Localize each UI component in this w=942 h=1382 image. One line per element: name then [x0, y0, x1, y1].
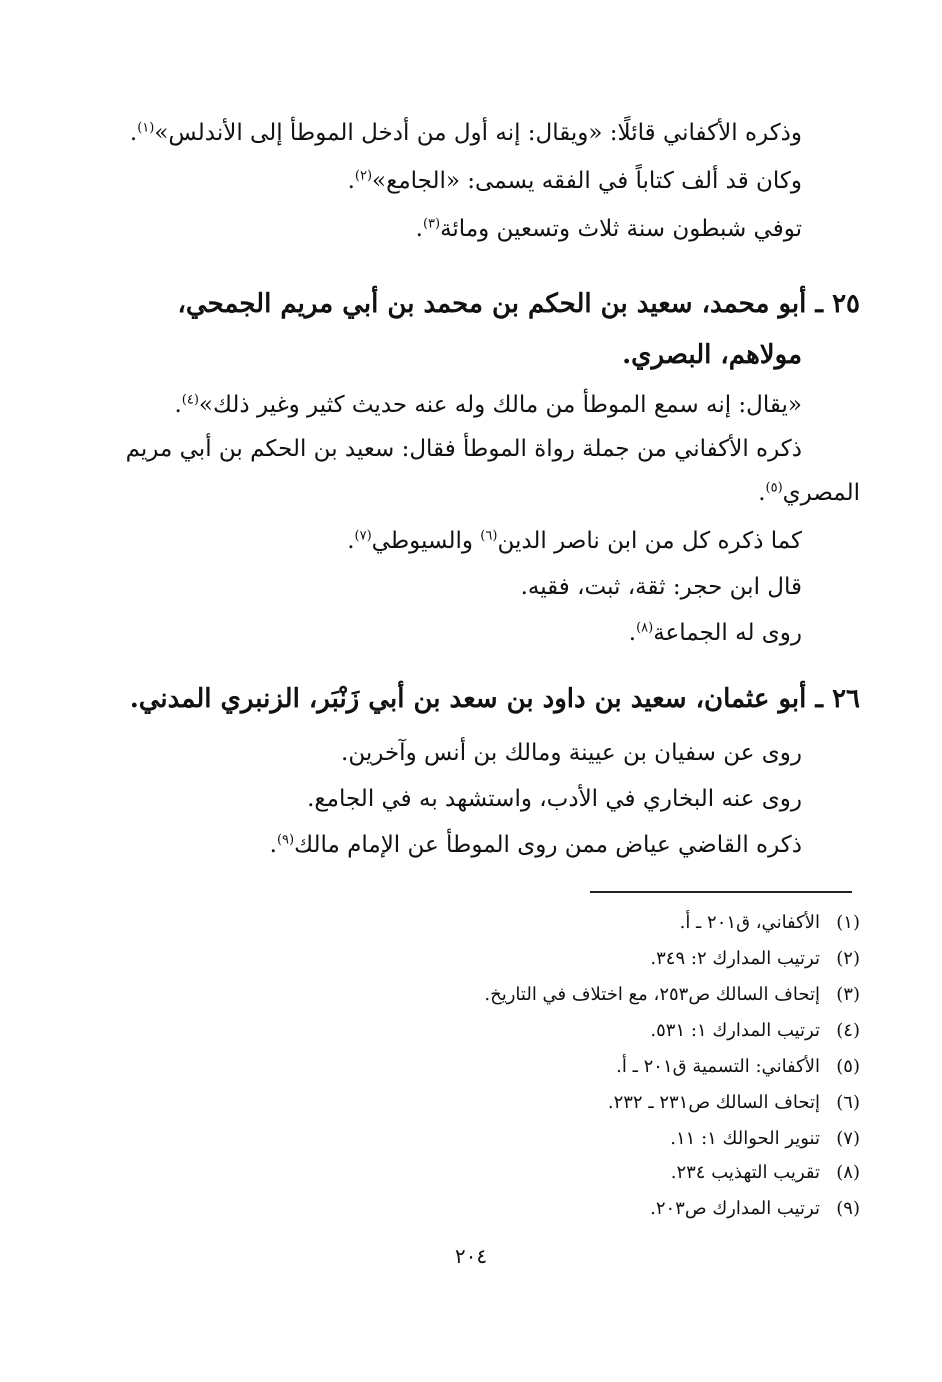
- footnote-number: (١): [836, 912, 860, 933]
- footnote-text: ترتيب المدارك ص٢٠٣.: [650, 1198, 820, 1219]
- page-number: ٢٠٤: [454, 1244, 488, 1268]
- body-line-9: روى له الجماعة$^{(٨)}$.: [628, 620, 802, 646]
- body-text: كما ذكره كل من ابن ناصر الدين: [497, 528, 802, 554]
- footnote-1: [680, 910, 860, 936]
- footnote-ref: (٦): [480, 528, 498, 544]
- body-line-8: قال ابن حجر: ثقة، ثبت، فقيه.: [520, 574, 802, 600]
- footnote-ref: (١): [137, 120, 155, 136]
- body-text: والسيوطي: [371, 528, 481, 554]
- footnote-text: الأكفاني: التسمية ق٢٠١ ـ أ.: [616, 1056, 820, 1077]
- footnote-ref: (٨): [636, 620, 654, 636]
- footnote-text: تنوير الحوالك ١: ١١.: [670, 1128, 820, 1149]
- footnote-number: (٨): [836, 1162, 860, 1183]
- body-text: روى له الجماعة: [653, 620, 802, 646]
- body-line-7: كما ذكره كل من ابن ناصر الدين$^{(٦)}$ والسيوطي$^{(٧)}$.: [347, 528, 802, 554]
- body-line-12: ذكره القاضي عياض ممن روى الموطأ عن الإمام مالك$^{(٩)}$.: [269, 832, 802, 858]
- body-text: وذكره الأكفاني قائلًا: «ويقال: إنه أول من أدخل الموطأ إلى الأندلس»: [154, 120, 802, 146]
- footnote-5: [616, 1054, 860, 1080]
- body-line-4: «يقال: إنه سمع الموطأ من مالك وله عنه حديث كثير وغير ذلك»$^{(٤)}$.: [174, 392, 802, 418]
- footnote-number: (٢): [836, 948, 860, 969]
- footnote-text: إتحاف السالك ص٢٣١ ـ ٢٣٢.: [607, 1092, 820, 1113]
- footnote-ref: (٩): [276, 832, 295, 848]
- footnote-text: ترتيب المدارك ٢: ٣٤٩.: [650, 948, 820, 969]
- footnote-3: [484, 982, 860, 1008]
- footnote-number: (٥): [836, 1056, 860, 1077]
- body-line-2: وكان قد ألف كتاباً في الفقه يسمى: «الجامع»$^{(٢)}$.: [347, 168, 802, 194]
- footnote-4: [650, 1018, 860, 1044]
- entry-25-heading-line-1: ٢٥ ـ أبو محمد، سعيد بن الحكم بن محمد بن أبي مريم الجمحي،: [177, 289, 860, 319]
- footnote-number: (٧): [836, 1128, 860, 1149]
- footnote-6: [608, 1090, 860, 1116]
- body-line-11: روى عنه البخاري في الأدب، واستشهد به في الجامع.: [307, 786, 802, 812]
- footnote-text: تقريب التهذيب ٢٣٤.: [670, 1162, 820, 1183]
- body-text: المصري: [782, 480, 860, 506]
- footnote-ref: (٢): [354, 168, 373, 184]
- entry-25-heading-line-2: مولاهم، البصري.: [622, 340, 802, 370]
- entry-26-heading: ٢٦ ـ أبو عثمان، سعيد بن داود بن سعد بن أبي زَنْبَر، الزنبري المدني.: [129, 684, 860, 714]
- footnote-7: [670, 1126, 860, 1152]
- body-line-1: وذكره الأكفاني قائلًا: «ويقال: إنه أول من أدخل الموطأ إلى الأندلس»$^{(١)}$.: [129, 120, 802, 146]
- body-text: توفي شبطون سنة ثلاث وتسعين ومائة: [440, 216, 802, 242]
- footnote-number: (٦): [836, 1092, 860, 1113]
- footnote-ref: (٧): [354, 528, 372, 544]
- body-text: ذكره القاضي عياض ممن روى الموطأ عن الإمام مالك: [294, 832, 802, 858]
- footnote-8: [671, 1160, 860, 1186]
- footnote-number: (٣): [836, 984, 860, 1005]
- footnote-number: (٩): [836, 1198, 860, 1219]
- footnote-text: الأكفاني، ق٢٠١ ـ أ.: [679, 912, 820, 933]
- footnote-divider: [590, 891, 852, 893]
- footnote-text: ترتيب المدارك ١: ٥٣١.: [650, 1020, 820, 1041]
- body-line-6: المصري$^{(٥)}$.: [758, 480, 860, 506]
- footnote-ref: (٥): [765, 480, 783, 496]
- footnote-ref: (٤): [181, 392, 199, 408]
- body-line-10: روى عن سفيان بن عيينة ومالك بن أنس وآخرين.: [341, 740, 802, 766]
- footnote-ref: (٣): [422, 216, 441, 232]
- body-line-3: توفي شبطون سنة ثلاث وتسعين ومائة$^{(٣)}$.: [415, 216, 802, 242]
- body-line-5: ذكره الأكفاني من جملة رواة الموطأ فقال: سعيد بن الحكم بن أبي مريم: [125, 436, 802, 462]
- footnote-number: (٤): [836, 1020, 860, 1041]
- footnote-2: [650, 946, 860, 972]
- body-text: «يقال: إنه سمع الموطأ من مالك وله عنه حديث كثير وغير ذلك»: [198, 392, 802, 418]
- footnote-9: [650, 1196, 860, 1222]
- footnote-text: إتحاف السالك ص٢٥٣، مع اختلاف في التاريخ.: [484, 984, 820, 1005]
- body-text: وكان قد ألف كتاباً في الفقه يسمى: «الجامع»: [372, 168, 802, 194]
